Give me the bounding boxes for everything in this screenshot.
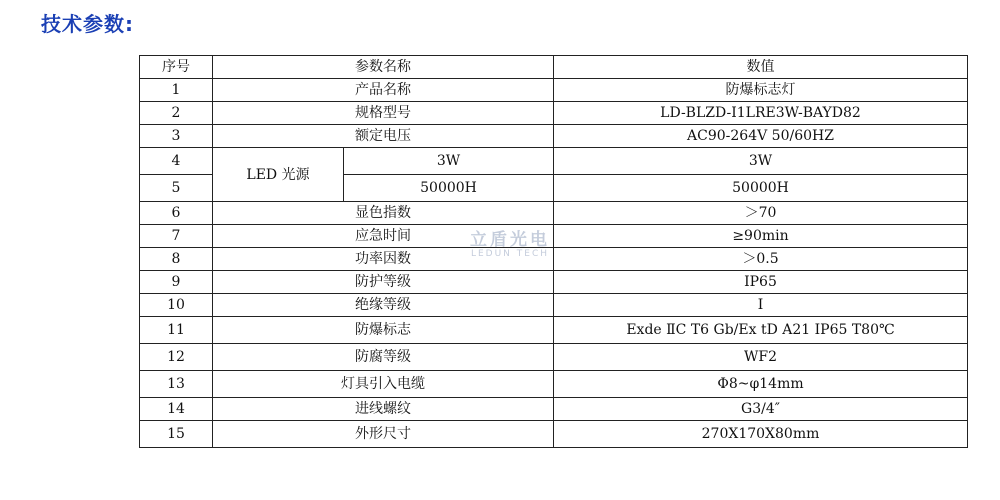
row-param-name: 灯具引入电缆	[213, 371, 554, 398]
row-param-name: 产品名称	[213, 79, 554, 102]
row-value: LD-BLZD-I1LRE3W-BAYD82	[554, 102, 968, 125]
row-value: ＞70	[554, 202, 968, 225]
row-index: 3	[140, 125, 213, 148]
led-group-label: LED 光源	[213, 148, 344, 202]
row-index: 10	[140, 294, 213, 317]
row-index: 6	[140, 202, 213, 225]
row-index: 15	[140, 421, 213, 448]
row-value: ＞0.5	[554, 248, 968, 271]
table-row	[140, 102, 968, 125]
row-param-name: 应急时间	[213, 225, 554, 248]
watermark-en: LEDUN TECH	[470, 249, 550, 259]
row-value: IP65	[554, 271, 968, 294]
row-value: 3W	[554, 148, 968, 175]
row-index: 4	[140, 148, 213, 175]
table-row	[140, 317, 968, 344]
row-index: 7	[140, 225, 213, 248]
row-value: WF2	[554, 344, 968, 371]
table-row	[140, 271, 968, 294]
table-row	[140, 79, 968, 102]
row-index: 11	[140, 317, 213, 344]
spec-table	[139, 55, 968, 448]
row-param-name: 进线螺纹	[213, 398, 554, 421]
table-row	[140, 148, 968, 175]
table-header-row	[140, 56, 968, 79]
row-value: 270X170X80mm	[554, 421, 968, 448]
row-param-name: 外形尺寸	[213, 421, 554, 448]
row-param-name: 50000H	[344, 175, 554, 202]
table-row	[140, 421, 968, 448]
header-index: 序号	[140, 56, 213, 79]
row-index: 8	[140, 248, 213, 271]
table-row	[140, 398, 968, 421]
row-index: 9	[140, 271, 213, 294]
row-index: 13	[140, 371, 213, 398]
table-row	[140, 125, 968, 148]
row-value: AC90-264V 50/60HZ	[554, 125, 968, 148]
table-row	[140, 294, 968, 317]
table-row	[140, 344, 968, 371]
row-value: ≥90min	[554, 225, 968, 248]
row-param-name: 规格型号	[213, 102, 554, 125]
row-index: 5	[140, 175, 213, 202]
row-value: I	[554, 294, 968, 317]
row-param-name: 防爆标志	[213, 317, 554, 344]
row-value: 防爆标志灯	[554, 79, 968, 102]
row-param-name: 功率因数	[213, 248, 554, 271]
row-param-name: 显色指数	[213, 202, 554, 225]
row-value: 50000H	[554, 175, 968, 202]
row-value: G3/4″	[554, 398, 968, 421]
header-param-name: 参数名称	[213, 56, 554, 79]
header-value: 数值	[554, 56, 968, 79]
row-value: Exde ⅡC T6 Gb/Ex tD A21 IP65 T80℃	[554, 317, 968, 344]
row-index: 12	[140, 344, 213, 371]
table-row	[140, 225, 968, 248]
row-value: Φ8~φ14mm	[554, 371, 968, 398]
row-index: 1	[140, 79, 213, 102]
row-param-name: 3W	[344, 148, 554, 175]
row-param-name: 绝缘等级	[213, 294, 554, 317]
row-index: 14	[140, 398, 213, 421]
row-param-name: 防护等级	[213, 271, 554, 294]
watermark-cn: 立盾光电	[470, 230, 550, 250]
table-row	[140, 248, 968, 271]
table-row	[140, 371, 968, 398]
section-heading: 技术参数:	[41, 12, 134, 36]
row-index: 2	[140, 102, 213, 125]
table-row	[140, 202, 968, 225]
row-param-name: 额定电压	[213, 125, 554, 148]
row-param-name: 防腐等级	[213, 344, 554, 371]
